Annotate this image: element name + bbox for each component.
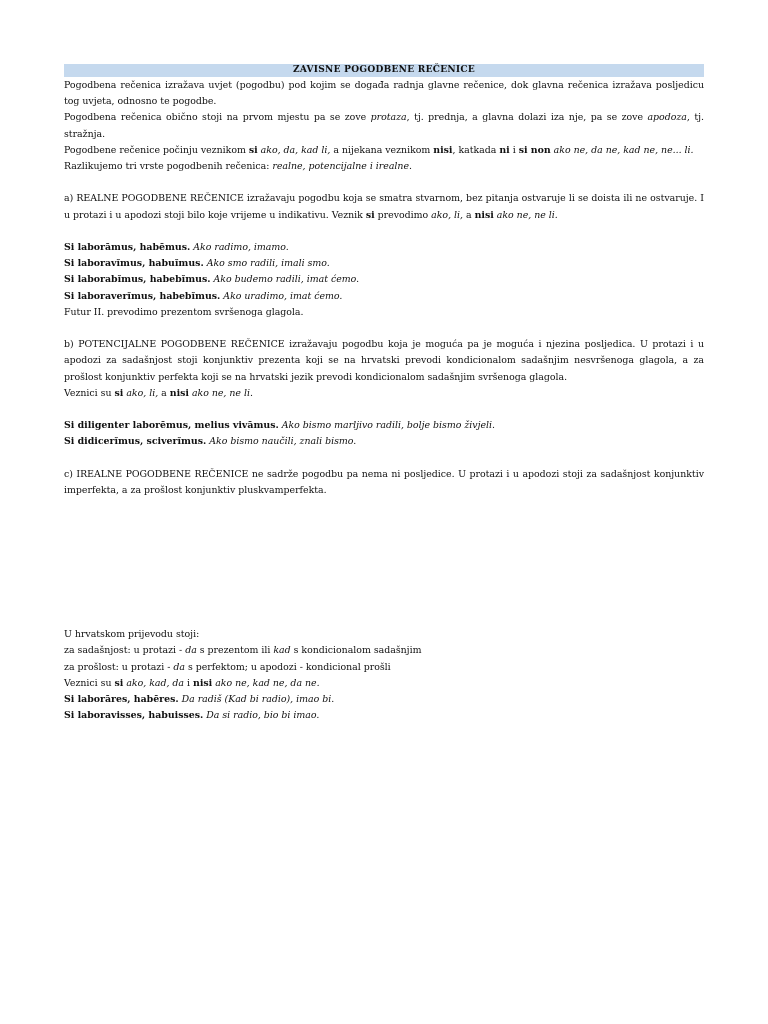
example-line: Si laborāmus, habēmus. Ako radimo, imamo. (64, 242, 289, 253)
document-title: ZAVISNE POGODBENE REČENICE (64, 64, 704, 77)
document-page (64, 64, 704, 724)
example-line: Si laboravisses, habuisses. Da si radio, bio bi imao. (64, 710, 320, 722)
section-b-conjunctions: Veznici su si ako, li, a nisi ako ne, ne li. (64, 387, 253, 399)
intro-paragraph-1: Pogodbena rečenica izražava uvjet (pogodbu) pod kojim se događa radnja glavne rečenice, dok glavna rečenica izražava posljedicu tog uvjeta, odnosno te pogodbe. (64, 80, 704, 108)
section-b-paragraph: b) POTENCIJALNE POGODBENE REČENICE izražavaju pogodbu koja je moguća pa je moguća i njezina posljedica. U protazi i u apodozi za sadašnjost stoji konjunktiv prezenta koji se na hrvatski prevodi kondicionalom sadašnjim nesvršenoga glagola, a za prošlost konjunktiv perfekta koji se na hrvatski jezik prevodi kondicionalom sadašnjim svršenoga glagola. (64, 339, 704, 383)
section-a-paragraph: a) REALNE POGODBENE REČENICE izražavaju pogodbu koja se smatra stvarnom, bez pitanja ostvaruje li se doista ili ne ostvaruje. I u protazi i u apodozi stoji bilo koje vrijeme u indikativu. Veznik si prevodimo ako, li, a nisi ako ne, ne li. (64, 193, 704, 221)
translation-conjunctions: Veznici su si ako, kad, da i nisi ako ne, kad ne, da ne. (64, 677, 320, 689)
intro-paragraph-4: Razlikujemo tri vrste pogodbenih rečenica: realne, potencijalne i irealne. (64, 161, 412, 173)
intro-paragraph-3: Pogodbene rečenice počinju veznikom si ako, da, kad li, a nijekana veznikom nisi, katkada ni i si non ako ne, da ne, kad ne, ne... li. (64, 144, 694, 156)
translation-heading: U hrvatskom prijevodu stoji: (64, 629, 200, 641)
example-line: Si laboravĭmus, habuĭmus. Ako smo radili, imali smo. (64, 258, 330, 270)
translation-line-past: za prošlost: u protazi - da s perfektom; u apodozi - kondicional prošli (64, 661, 391, 673)
translation-line-present: za sadašnjost: u protazi - da s prezentom ili kad s kondicionalom sadašnjim (64, 645, 422, 657)
example-line: Si didicerĭmus, sciverĭmus. Ako bismo naučili, znali bismo. (64, 436, 357, 448)
section-c-paragraph: c) IREALNE POGODBENE REČENICE ne sadrže pogodbu pa nema ni posljedice. U protazi i u apodozi stoji za sadašnjost konjunktiv imperfekta, a za prošlost konjunktiv pluskvamperfekta. (64, 468, 704, 496)
section-a-note: Futur II. prevodimo prezentom svršenoga glagola. (64, 306, 304, 318)
example-line: Si laborabĭmus, habebĭmus. Ako budemo radili, imat ćemo. (64, 274, 360, 286)
example-line: Si laborāres, habēres. Da radiš (Kad bi radio), imao bi. (64, 694, 335, 706)
example-line: Si laboraverĭmus, habebĭmus. Ako uradimo, imat ćemo. (64, 290, 343, 302)
example-line: Si diligenter laborēmus, melius vivāmus. Ako bismo marljivo radili, bolje bismo živjeli. (64, 420, 495, 432)
intro-paragraph-2: Pogodbena rečenica obično stoji na prvom mjestu pa se zove protaza, tj. prednja, a glavna dolazi iza nje, pa se zove apodoza, tj. stražnja. (64, 112, 704, 140)
